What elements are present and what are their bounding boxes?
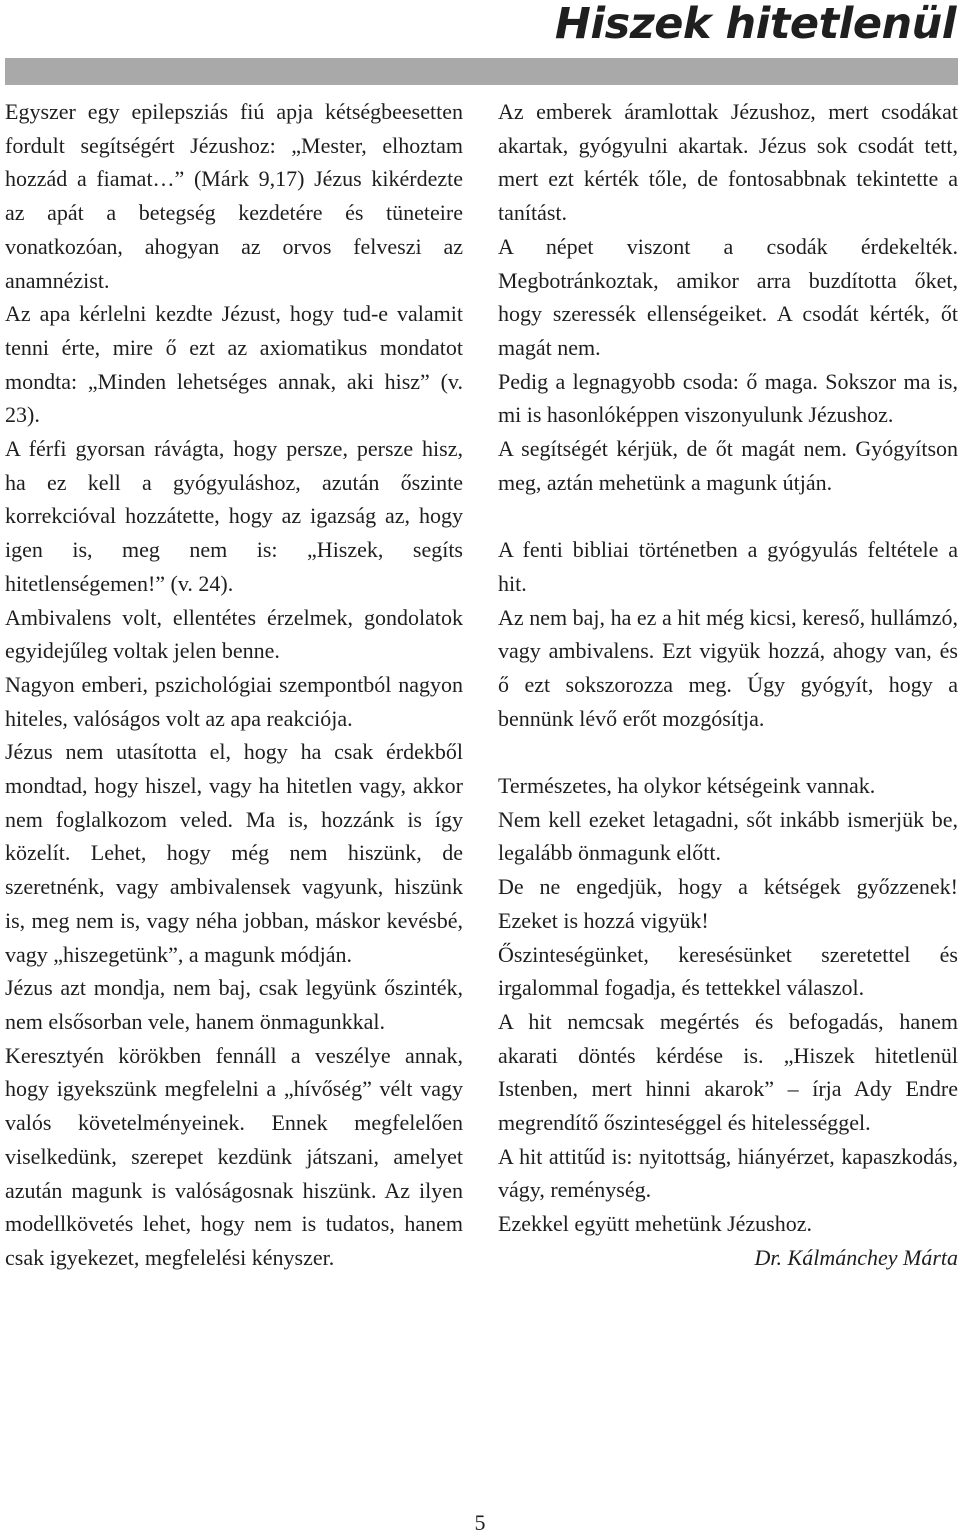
right-column bbox=[498, 95, 958, 1275]
right-paragraph: Az nem baj, ha ez a hit még kicsi, kereső, hullámzó, vagy ambivalens. Ezt vigyük hozzá, ahogy van, és ő ezt sokszorozza meg. Úgy gyógyít, hogy a bennünk lévő erőt mozgósítja. bbox=[498, 604, 958, 731]
left-paragraph: Keresztyén körökben fennáll a veszélye annak, hogy igyekszünk megfelelni a „hívőség” vélt vagy valós követelményeinek. Ennek megfelelően viselkedünk, szerepet kezdünk játszani, amelyet azután magunk is valóságosnak hiszünk. Az ilyen modellkövetés lehet, hogy nem is tudatos, hanem csak igyekezet, megfelelési kényszer. bbox=[5, 1042, 463, 1270]
title-bar bbox=[5, 58, 958, 85]
right-paragraph: A fenti bibliai történetben a gyógyulás feltétele a hit. bbox=[498, 537, 958, 596]
left-paragraph: Az apa kérlelni kezdte Jézust, hogy tud-e valamit tenni érte, mire ő ezt az axiomatikus mondatot mondta: „Minden lehetséges annak, aki hisz” (v. 23). bbox=[5, 301, 463, 428]
left-paragraph: Jézus azt mondja, nem baj, csak legyünk őszinték, nem elsősorban vele, hanem önmagunkkal. bbox=[5, 975, 463, 1034]
right-paragraph: Őszinteségünket, keresésünket szeretettel és irgalommal fogadja, és tettekkel válaszol. bbox=[498, 941, 958, 1001]
page-title: Hiszek hitetlenül bbox=[554, 0, 956, 49]
left-paragraph: A férfi gyorsan rávágta, hogy persze, persze hisz, ha ez kell a gyógyuláshoz, azután őszinte korrekcióval hozzátette, hogy az igazság az, hogy igen is, meg nem is: „Hiszek, segíts hitetlenségemen!” (v. 24). bbox=[5, 436, 463, 596]
right-paragraph: Ezekkel együtt mehetünk Jézushoz. bbox=[498, 1211, 813, 1237]
right-paragraph: A hit nemcsak megértés és befogadás, hanem akarati döntés kérdése is. „Hiszek hitetlenül Istenben, mert hinni akarok” – írja Ady Endre megrendítő őszinteséggel és hitelességgel. bbox=[498, 1008, 958, 1136]
right-paragraph: Nem kell ezeket letagadni, sőt inkább ismerjük be, legalább önmagunk előtt. bbox=[498, 806, 958, 866]
right-paragraph: A népet viszont a csodák érdekelték. Megbotránkoztak, amikor arra buzdította őket, hogy szeressék ellenségeiket. A csodát kérték, őt magát nem. bbox=[498, 233, 958, 360]
left-paragraph: Nagyon emberi, pszichológiai szempontból nagyon hiteles, valóságos volt az apa reakciója. bbox=[5, 671, 463, 731]
right-paragraph: Természetes, ha olykor kétségeink vannak. bbox=[498, 773, 876, 799]
right-paragraph: A hit attitűd is: nyitottság, hiányérzet, kapaszkodás, vágy, reménység. bbox=[498, 1143, 958, 1203]
left-column bbox=[5, 95, 463, 1275]
right-paragraph: De ne engedjük, hogy a kétségek győzzenek! Ezeket is hozzá vigyük! bbox=[498, 874, 958, 933]
right-paragraph: Pedig a legnagyobb csoda: ő maga. Sokszor ma is, mi is hasonlóképpen viszonyulunk Jézushoz. bbox=[498, 368, 958, 428]
author-signature: Dr. Kálmánchey Márta bbox=[754, 1244, 958, 1270]
left-paragraph: Egyszer egy epilepsziás fiú apja kétségbeesetten fordult segítségért Jézushoz: „Mester, elhoztam hozzád a fiamat…” (Márk 9,17) Jézus kikérdezte az apát a betegség kezdetére és tüneteire vonatkozóan, ahogyan az orvos felveszi az anamnézist. bbox=[5, 99, 463, 293]
right-paragraph: Az emberek áramlottak Jézushoz, mert csodákat akartak, gyógyulni akartak. Jézus sok csodát tett, mert ezt kérték tőle, de fontosabbnak tekintette a tanítást. bbox=[498, 99, 958, 226]
right-paragraph: A segítségét kérjük, de őt magát nem. Gyógyítson meg, aztán mehetünk a magunk útján. bbox=[498, 436, 958, 495]
left-paragraph: Jézus nem utasította el, hogy ha csak érdekből mondtad, hogy hiszel, vagy ha hitetlen vagy, akkor nem foglalkozom veled. Ma is, hozzánk is így közelít. Lehet, hogy még nem hiszünk, de szeretnénk, vagy ambivalensek vagyunk, hiszünk is, meg nem is, vagy néha jobban, máskor kevésbé, vagy „hiszegetünk”, a magunk módján. bbox=[5, 739, 463, 967]
page-number: 5 bbox=[474, 1510, 486, 1535]
left-paragraph: Ambivalens volt, ellentétes érzelmek, gondolatok egyidejűleg voltak jelen benne. bbox=[5, 604, 463, 664]
